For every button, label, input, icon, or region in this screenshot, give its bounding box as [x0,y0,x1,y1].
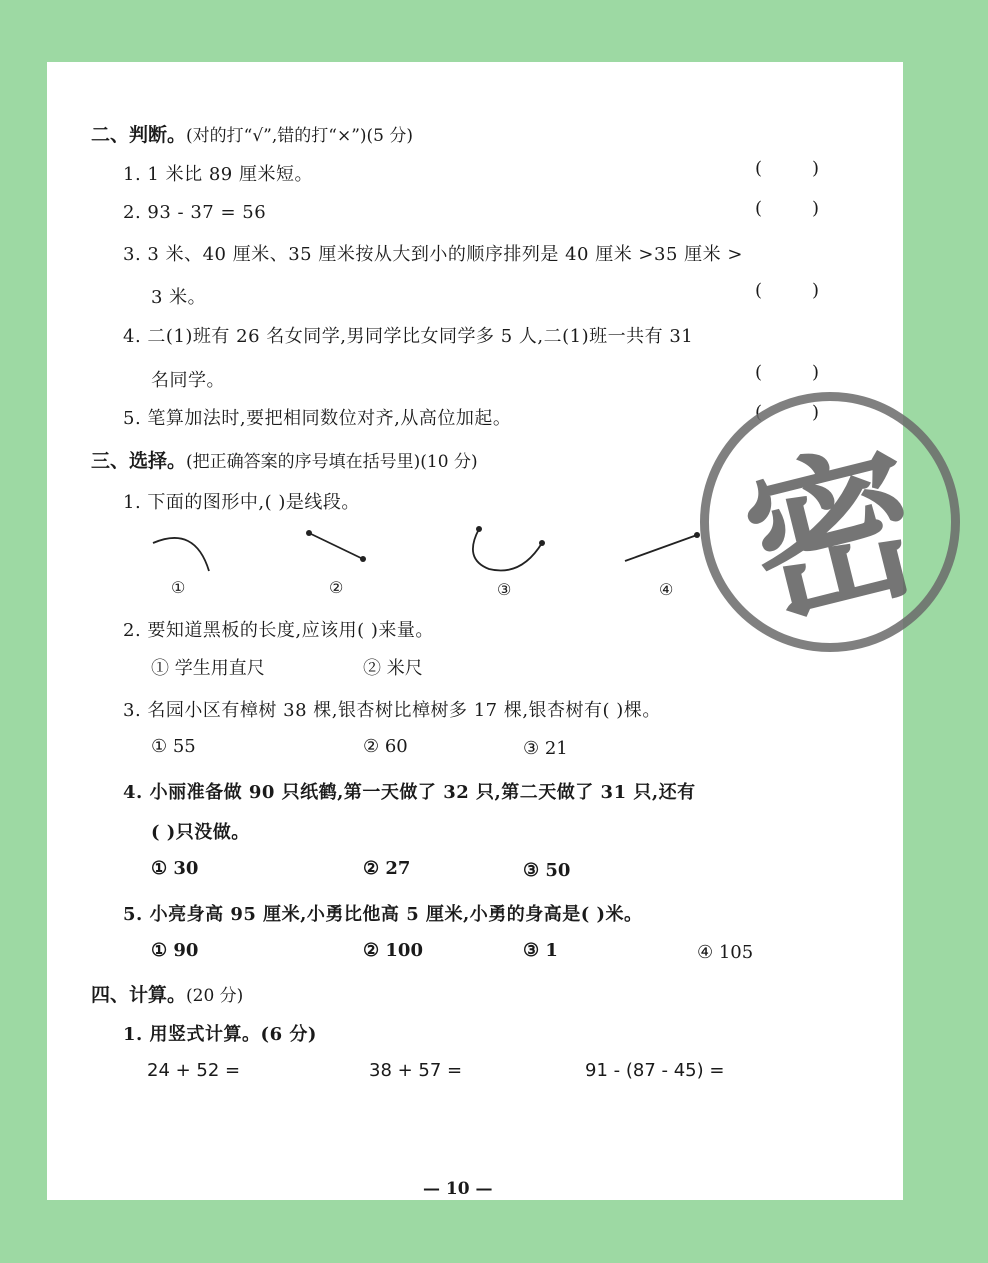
item-number: 5. [123,408,142,429]
item-text: 小亮身高 95 厘米,小勇比他高 5 厘米,小勇的身高是( )米。 [149,904,643,925]
judge-item-4 [123,322,693,348]
item-text: 93 - 37 = 56 [147,202,267,223]
item-number: 5. [123,904,143,925]
segment-endpoint [360,556,366,562]
q4-option-2[interactable]: ② 27 [363,858,411,879]
page-number: — 10 — [423,1179,493,1199]
choice-q5 [123,900,643,926]
answer-paren-4[interactable] [755,362,819,383]
answer-paren-3[interactable] [755,280,819,301]
worksheet-page [47,62,939,1200]
item-text: 下面的图形中,( )是线段。 [147,492,360,513]
paren-open: ( [755,362,763,383]
q3-option-3[interactable]: ③ 21 [523,738,568,759]
item-number: 3. [123,700,142,721]
q2-option-1[interactable]: ① 学生用直尺 [151,658,265,679]
shape-label-3: ③ [497,580,512,599]
item-number: 1. [123,492,142,513]
calc-expr-1: 24 + 52 = [147,1060,241,1081]
curve-endpoint [539,540,545,546]
ray-endpoint [694,532,700,538]
choice-q2 [123,616,434,642]
item-text: 名园小区有樟树 38 棵,银杏树比樟树多 17 棵,银杏树有( )棵。 [147,700,661,721]
judge-item-3-cont: 3 米。 [151,287,207,308]
item-text: 3 米、40 厘米、35 厘米按从大到小的顺序排列是 40 厘米 >35 厘米 > [147,244,743,265]
section-4-heading [91,980,243,1007]
section-2-instruction: (对的打“√”,错的打“×”)(5 分) [186,126,414,146]
q3-option-2[interactable]: ② 60 [363,736,408,757]
shape-label-1: ① [171,578,186,597]
q5-option-1[interactable]: ① 90 [151,940,199,961]
paren-open: ( [755,280,763,301]
stamp-glyph: 密 [727,417,939,651]
answer-paren-1[interactable] [755,158,819,179]
item-text: 1 米比 89 厘米短。 [147,164,313,185]
shape-label-4: ④ [659,580,674,599]
item-number: 1. [123,164,142,185]
paren-close: ) [811,158,819,179]
segment-shape [309,533,363,559]
item-text: 小丽准备做 90 只纸鹤,第一天做了 32 只,第二天做了 31 只,还有 [149,782,696,803]
paren-close: ) [811,402,819,423]
judge-item-1 [123,160,313,186]
item-text: 要知道黑板的长度,应该用( )来量。 [147,620,434,641]
judge-item-4-cont: 名同学。 [151,370,225,391]
paren-close: ) [811,198,819,219]
item-number: 2. [123,202,142,223]
arc-shape [153,538,209,571]
choice-q3 [123,696,661,722]
section-2-title: 二、判断。 [91,124,187,146]
item-number: 4. [123,782,143,803]
curve-shape [473,529,542,571]
q5-option-4[interactable]: ④ 105 [697,942,754,963]
ray-shape [625,535,697,561]
section-3-instruction: (把正确答案的序号填在括号里)(10 分) [186,452,478,472]
q5-option-2[interactable]: ② 100 [363,940,423,961]
paren-open: ( [755,198,763,219]
section-4-instruction: (20 分) [186,986,244,1006]
item-number: 2. [123,620,142,641]
answer-paren-2[interactable] [755,198,819,219]
q2-option-2[interactable]: ② 米尺 [363,658,423,679]
paren-close: ) [811,362,819,383]
q5-option-3[interactable]: ③ 1 [523,940,558,961]
q3-option-1[interactable]: ① 55 [151,736,196,757]
paren-close: ) [811,280,819,301]
judge-item-5 [123,404,511,430]
q4-option-3[interactable]: ③ 50 [523,860,571,881]
segment-endpoint [306,530,312,536]
calc-subheading: 1. 用竖式计算。(6 分) [123,1024,317,1045]
item-number: 4. [123,326,142,347]
section-2-heading [91,120,413,147]
judge-item-3 [123,240,743,266]
item-text: 二(1)班有 26 名女同学,男同学比女同学多 5 人,二(1)班一共有 31 [147,326,694,347]
paren-open: ( [755,402,763,423]
shape-label-2: ② [329,578,344,597]
section-4-title: 四、计算。 [91,984,187,1006]
calc-expr-2: 38 + 57 = [369,1060,463,1081]
q4-option-1[interactable]: ① 30 [151,858,199,879]
section-3-heading [91,446,478,473]
shapes-figure [137,517,757,617]
choice-q4-cont: ( )只没做。 [151,822,250,843]
paren-open: ( [755,158,763,179]
item-text: 笔算加法时,要把相同数位对齐,从高位加起。 [147,408,512,429]
judge-item-2 [123,202,266,223]
calc-expr-3: 91 - (87 - 45) = [585,1060,725,1081]
choice-q1 [123,488,360,514]
curve-endpoint [476,526,482,532]
choice-q4 [123,778,696,804]
section-3-title: 三、选择。 [91,450,187,472]
item-number: 3. [123,244,142,265]
